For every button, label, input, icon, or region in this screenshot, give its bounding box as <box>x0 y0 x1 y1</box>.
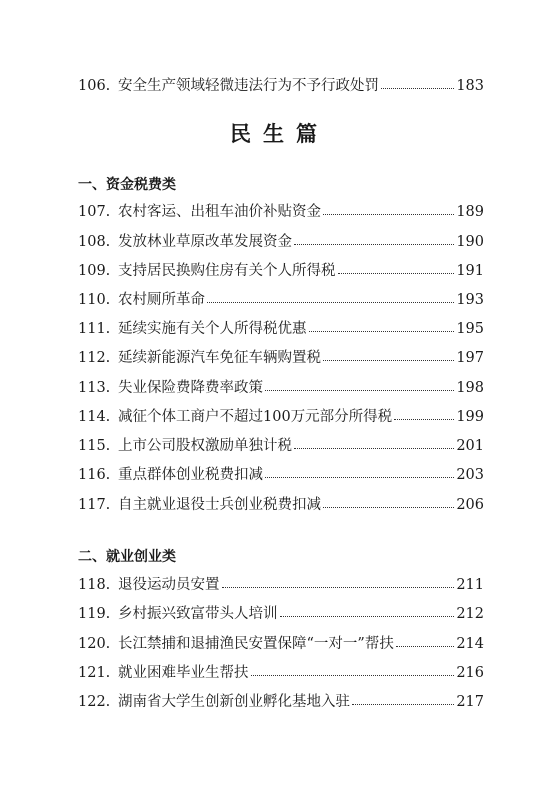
toc-entry[interactable] <box>78 200 484 220</box>
entry-number: 109. <box>78 263 111 279</box>
entry-page: 189 <box>456 204 484 220</box>
entry-title: 退役运动员安置 <box>118 577 220 593</box>
entry-title: 减征个体工商户不超过100万元部分所得税 <box>118 409 393 425</box>
dot-leader <box>396 646 454 647</box>
entry-title: 发放林业草原改革发展资金 <box>118 234 292 250</box>
entry-title: 长江禁捕和退捕渔民安置保障“一对一”帮扶 <box>118 636 394 652</box>
entry-title: 重点群体创业税费扣减 <box>118 467 263 483</box>
section-title: 二、就业创业类 <box>78 549 176 565</box>
dot-leader <box>294 448 454 449</box>
entry-number: 112. <box>78 350 111 366</box>
entry-page: 183 <box>456 78 484 94</box>
dot-leader <box>265 477 454 478</box>
entry-title: 安全生产领域轻微违法行为不予行政处罚 <box>118 78 379 94</box>
entry-page: 193 <box>456 292 484 308</box>
entry-title: 就业困难毕业生帮扶 <box>118 665 249 681</box>
toc-entry[interactable] <box>78 230 484 250</box>
entry-title: 失业保险费降费率政策 <box>118 380 263 396</box>
dot-leader <box>323 360 454 361</box>
entry-page: 214 <box>456 636 484 652</box>
entry-number: 113. <box>78 380 111 396</box>
dot-leader <box>338 273 455 274</box>
dot-leader <box>222 587 455 588</box>
section-title: 一、资金税费类 <box>78 177 176 193</box>
toc-entry[interactable] <box>78 493 484 513</box>
toc-entry[interactable] <box>78 346 484 366</box>
toc-entry[interactable] <box>78 463 484 483</box>
entry-number: 122. <box>78 694 111 710</box>
entry-page: 206 <box>456 497 484 513</box>
entry-page: 198 <box>456 380 484 396</box>
dot-leader <box>251 675 455 676</box>
dot-leader <box>381 88 454 89</box>
entry-number: 117. <box>78 497 111 513</box>
entry-title: 支持居民换购住房有关个人所得税 <box>118 263 336 279</box>
dot-leader <box>394 419 454 420</box>
entry-page: 211 <box>456 577 484 593</box>
toc-entry[interactable] <box>78 632 484 652</box>
entry-title: 上市公司股权激励单独计税 <box>118 438 292 454</box>
dot-leader <box>207 302 454 303</box>
toc-entry-106[interactable] <box>78 74 484 94</box>
entry-number: 107. <box>78 204 111 220</box>
entry-page: 216 <box>456 665 484 681</box>
toc-entry[interactable] <box>78 376 484 396</box>
entry-number: 114. <box>78 409 111 425</box>
entry-title: 延续实施有关个人所得税优惠 <box>118 321 307 337</box>
entry-number: 110. <box>78 292 111 308</box>
toc-entry[interactable] <box>78 288 484 308</box>
entry-number: 116. <box>78 467 111 483</box>
toc-entry[interactable] <box>78 661 484 681</box>
entry-title: 农村厕所革命 <box>118 292 205 308</box>
entry-number: 111. <box>78 321 111 337</box>
entry-title: 乡村振兴致富带头人培训 <box>118 606 278 622</box>
entry-page: 201 <box>456 438 484 454</box>
entry-number: 108. <box>78 234 111 250</box>
entry-number: 119. <box>78 606 111 622</box>
entry-number: 106. <box>78 78 111 94</box>
dot-leader <box>294 244 454 245</box>
entry-title: 湖南省大学生创新创业孵化基地入驻 <box>118 694 350 710</box>
entry-page: 197 <box>456 350 484 366</box>
entry-number: 120. <box>78 636 111 652</box>
entry-page: 191 <box>456 263 484 279</box>
toc-entry[interactable] <box>78 317 484 337</box>
entry-page: 195 <box>456 321 484 337</box>
part-heading: 民生篇 <box>230 122 329 146</box>
dot-leader <box>352 704 454 705</box>
toc-entry[interactable] <box>78 405 484 425</box>
entry-page: 199 <box>456 409 484 425</box>
dot-leader <box>265 390 454 391</box>
entry-page: 203 <box>456 467 484 483</box>
entry-page: 190 <box>456 234 484 250</box>
entry-page: 212 <box>456 606 484 622</box>
entry-title: 农村客运、出租车油价补贴资金 <box>118 204 321 220</box>
entry-title: 延续新能源汽车免征车辆购置税 <box>118 350 321 366</box>
dot-leader <box>309 331 455 332</box>
dot-leader <box>323 214 454 215</box>
entry-page: 217 <box>456 694 484 710</box>
dot-leader <box>323 507 454 508</box>
toc-entry[interactable] <box>78 690 484 710</box>
toc-entry[interactable] <box>78 602 484 622</box>
toc-entry[interactable] <box>78 434 484 454</box>
entry-number: 115. <box>78 438 111 454</box>
entry-title: 自主就业退役士兵创业税费扣减 <box>118 497 321 513</box>
dot-leader <box>280 616 455 617</box>
entry-number: 121. <box>78 665 111 681</box>
toc-entry[interactable] <box>78 573 484 593</box>
entry-number: 118. <box>78 577 111 593</box>
toc-entry[interactable] <box>78 259 484 279</box>
